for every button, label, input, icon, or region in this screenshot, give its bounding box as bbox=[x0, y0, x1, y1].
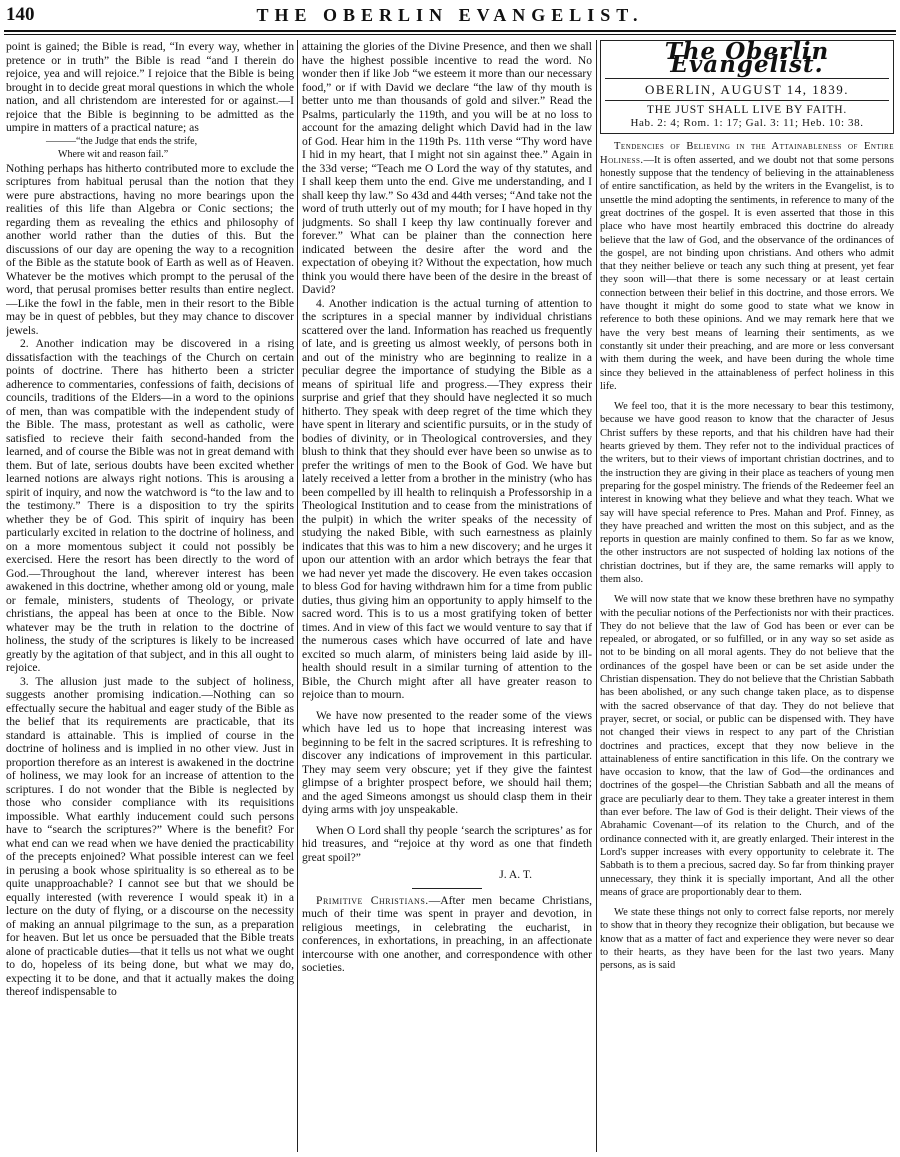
column-divider bbox=[297, 40, 298, 1152]
column-1 bbox=[6, 40, 294, 1152]
editorial-nameplate bbox=[600, 40, 894, 134]
article-tendencies bbox=[600, 140, 894, 393]
scripture-references: Hab. 2: 4; Rom. 1: 17; Gal. 3: 11; Heb. 10: 38. bbox=[630, 117, 864, 130]
paragraph: When O Lord shall thy people ‘search the scriptures’ as for hid treasures, and “rejoice at thy word as one that findeth great spoil?” bbox=[302, 823, 592, 864]
article-text: —After men became Christians, much of their time was spent in prayer and devotion, in religious meetings, in celebrating the eucharist, in conferences, in exhortations, in preaching, in an affectionate intercourse with one another, and correspondence with other societies. bbox=[302, 893, 592, 974]
section-rule bbox=[412, 888, 482, 889]
verse-line: ———“the Judge that ends the strife, bbox=[46, 135, 198, 147]
article-primitive-christians bbox=[302, 894, 592, 975]
column-2 bbox=[302, 40, 592, 1152]
paragraph: We feel too, that it is the more necessary to bear this testimony, because we have good reason to know that the character of Jesus Christ suffers by these reports, and that his children have had their hearts grieved by them. They refer not to the individual practices of the writers, but to their views of important christian doctrines, and to the instruction they are giving in their place as teachers of young men preparing for the gospel ministry. The friends of the Redeemer feel an interest in knowing what they believe and what they teach. What we say will have special reference to Pres. Mahan and Prof. Finney, as they have preached and written the most on this subject, and as the reports in question are mainly confined to them. So far as we know, the other instructors are not suspected of holding lax notions of the christian doctrines, but if they are, the same remarks will apply to them also. bbox=[600, 401, 894, 585]
article-text: —It is often asserted, and we doubt not that some persons honestly suppose that the tendency of believing in the attainableness of entire sanctification, as held by the writers in the Evangelist, is to unsettle the mind adopting the sentiments, in reference to many of the great doctrines of the gospel. It is even asserted that those in this place who have most heartily embraced this doctrine do already believe that the law of God, and the observance of the ordinances of the gospel, are not binding upon christians. And others who admit that they neither believe or teach any such thing at present, yet fear they soon will—that there is some necessary or at least certain connection between their belief in this doctrine, and those errors. We have thought it might do some good to state what we know in reference to both these opinions. And we may remark here that we have the very best means of learning their sentiments, as we constantly sit under their preaching, and are more or less conversant with them during the week, and have been during the whole time since they believed in the attainableness of perfect holiness in this life. bbox=[600, 154, 894, 392]
verse-line: Where wit and reason fail.” bbox=[58, 148, 169, 160]
page-header bbox=[4, 4, 896, 26]
column-divider bbox=[596, 40, 597, 1152]
paragraph: point is gained; the Bible is read, “In every way, whether in pretence or in truth” the Bible is read “and I therein do rejoice, yea and will rejoice.” I rejoice that the Bible is being brought in to decide great moral questions in which the whole nation, and all christendom are interested for or against.—I rejoice that the Bible is beginning to be admitted as the umpire in matters of a practical nature; as bbox=[6, 40, 294, 134]
header-rule-thin bbox=[4, 34, 896, 35]
motto: THE JUST SHALL LIVE BY FAITH. bbox=[605, 100, 889, 117]
signature: J. A. T. bbox=[499, 868, 532, 881]
paragraph: We have now presented to the reader some of the views which have led us to hope that increasing interest was beginning to be felt in the sacred scriptures. It is refreshing to discover any indications of improvement in this particular. They may seem very obscure; yet if they give the faintest glimpse of a brighter prospect before, we should hail them; and the aged Simeons amongst us should clasp them in their dying arms with joy unspeakable. bbox=[302, 708, 592, 816]
column-3 bbox=[600, 40, 894, 1152]
paragraph: 3. The allusion just made to the subject of holiness, suggests another promising indication.—Nothing can so effectually secure the habitual and eager study of the Bible as the belief that its requirements are practicable, that its standard is attainable. This is implied of course in the doctrine of holiness and is implied in no other view. Just in proportion therefore as an interest is awakened in the doctrine of holiness, we may look for an increase of attention to the scriptures. I do not wonder that the Bible is neglected by those who consider compliance with its requisitions impossible. What earthly inducement could such persons have to “search the scriptures?” Where is the benefit? For what end can we read when we have denied the practicability of the precepts enjoined? What possible interest can we feel in perusing a book whose spirituality is so ethereal as to be quite unapproachable? I cannot see but that we should be equally interested (with reverence I would speak it) in a lecture on the duty of flying, or a discourse on the necessity of making an annual pilgrimage to the sun, as a preparation for heaven. But let us once be persuaded that the Bible treats alone of practicable duties—that it tells us not what we ought to do, hopeless of its being done, but what we may do, expecting it to be done, and that it actually makes the doing thereof indispensable to bbox=[6, 674, 294, 998]
article-heading: Tendencies of Believing in the Attainableness of Entire Holiness. bbox=[600, 141, 894, 166]
paragraph: attaining the glories of the Divine Presence, and then we shall have the highest possible incentive to read the word. No wonder then if like Job “we esteem it more than our necessary food,” or if with David we declare “the law of thy mouth is better unto me than thousands of gold and silver.” Read the Psalms, particularly the 119th, and you will be at no loss to account for the amazing delight which David had in the law of God. Hear him in the 119th Ps. 11th verse “Thy word have I hid in my heart, that I might not sin against thee.” Again in the 33d verse; “Teach me O Lord the way of thy statutes, and I shall keep them unto the end. Give me understanding, and I shall keep thy law.” So 43d and 44th verses; “And take not the word of truth utterly out of my mouth; for I have hoped in thy judgments. So shall I keep thy law continually forever and forever.” What can be plainer than the connection here indicated between the desire after the word and the expectation of obeying it? Without the expectation, how much think you would there have been of the desire in the breast of David? bbox=[302, 40, 592, 296]
nameplate-title: The Oberlin Evangelist. bbox=[664, 40, 830, 79]
paragraph: 2. Another indication may be discovered in a rising dissatisfaction with the teachings of the Church on certain points of doctrine. There has hitherto been a stricter adherence to commentaries, confessions of faith, decisions of councils, traditions of the Elders—in a word to the opinions of men, than was compatible with the independent study of the Bible. The mass, protestant as well as catholic, were satisfied to recieve their faith second-handed from the learned, and of course the Bible was not in great demand with them. But of late, serious doubts have been excited whether learned notions are always right notions. This is arousing a spirit of inquiry, and now the watchword is “to the law and to the testimony.” There is a disposition to try the spirits whether they be of God. This spirit of inquiry has been particularly excited in relation to the doctrine of holiness, and on a more momentous subject it could not possibly be exercised. Here the resort has been directly to the word of God.—Throughout the land, wherever interest has been awakened in this doctrine, whether among old or young, male or female, ministers, students of Theology, or private christians, the appeal has been at once to the Bible. Now whatever may be the truth in relation to the doctrine of holiness, the study of the scriptures is likely to be increased greatly by the agitation of that subject, and in this all ought to rejoice. bbox=[6, 337, 294, 674]
article-heading: Primitive Christians. bbox=[316, 893, 429, 907]
paragraph: Nothing perhaps has hitherto contributed more to exclude the scriptures from habitual perusal than the notion that they were pure abstractions, having no more bearings upon the realities of this life than Algebra or Conic sections; the regarding them as revealing the ethics and philosophy of another world rather than the duties of this. But the discussions of our day are opening the way to a recognition of the Bible as the statute book of Earth as well as of Heaven. Whatever be the motives which prompt to the perusal of the word, that perusal promises better results than entire neglect.—Like the fowl in the fable, men in their resort to the Bible may be in quest of pebbles, but they may chance to discover jewels. bbox=[6, 161, 294, 337]
masthead-title: THE OBERLIN EVANGELIST. bbox=[256, 5, 644, 25]
paragraph: 4. Another indication is the actual turning of attention to the scriptures in a special manner by individual christians scattered over the land. Information has reached us frequently of late, and is greeting us almost weekly, of persons both in and out of the ministry who are beginning to realize in a peculiar degree the importance of studying the Bible as a means of spiritual life and progress.—They express their surprise and grief that they should have neglected it so much hitherto. They speak with deep regret of the time which they have spent in literary and scientific pursuits, or in the study of bodies of divinity, or in Theological controversies, and they blush to think that they should ever have been so unwise as to prefer the writings of men to the Book of God. We have but lately received a letter from a brother in the ministry (who has been compelled by ill health to relinquish a Professorship in a Theological Institution and to cease from the ministrations of the pulpit) in which the writer speaks of the necessity of studying the naked Bible, with such earnestness as plainly indicates that this was to him a new discovery; and he urges it upon our attention with an ardor which betrays the fear that we had never yet made the discovery. He even takes occasion to bless God for having withdrawn him for a time from public duties, thus giving him an opportunity to apply himself to the sacred word. This is to us a most gratifying token of better times. And in view of this fact we would venture to say that if the numerous cases which have occurred of late and have excited so much alarm, of ministers being laid aside by ill-health should result in a similar turning of attention to the Bible, the Church might after all have greater reason to rejoice than to mourn. bbox=[302, 296, 592, 701]
paragraph: We state these things not only to correct false reports, nor merely to show that in theory they recognize their obligation, but because we know that as a matter of fact and experience they were never so dear to their hearts, as they have been for the last two years. Many persons, as is said bbox=[600, 907, 894, 972]
paragraph: We will now state that we know these brethren have no sympathy with the peculiar notions of the Perfectionists nor with their practices. They do not believe that the law of God has been or ever can be repealed, or abrogated, or so fulfilled, or in any way so set aside as not to be binding on all moral agents. They do not believe that the ordinances of the gospel have been or can be set aside under the Christian dispensation. They do not believe that the Christian Sabbath has been abolished, or any such change taken place, as to dispense with the sacred observance of that day. They do not believe that prayer, secret, or social, or public can be dispensed with. They have not changed their views in respect to any part of the Christian doctrines and practices, except that they now believe in the attainableness of entire sanctification in this life. On the contrary we have occasion to know, that the law of God—the ordinances and doctrines of the gospel—the Christian Sabbath and all the means of grace are peculiarly dear to them. They take a greater interest in them than ever before. The law of God is their delight. Their views of the Abrahamic Covenant—of its relation to the Church, and of the ordinance connected with it, are greatly enlarged. Their interest in the Lord's supper increases with every opportunity to celebrate it. The Sabbath is to them a precious, sacred day. So far from thinking prayer unnecessary, they think it is specially important, And all the other means of grace are proportionably dear to them. bbox=[600, 594, 894, 898]
page-number: 140 bbox=[6, 4, 35, 25]
header-rule bbox=[4, 30, 896, 32]
dateline: OBERLIN, AUGUST 14, 1839. bbox=[605, 78, 889, 96]
